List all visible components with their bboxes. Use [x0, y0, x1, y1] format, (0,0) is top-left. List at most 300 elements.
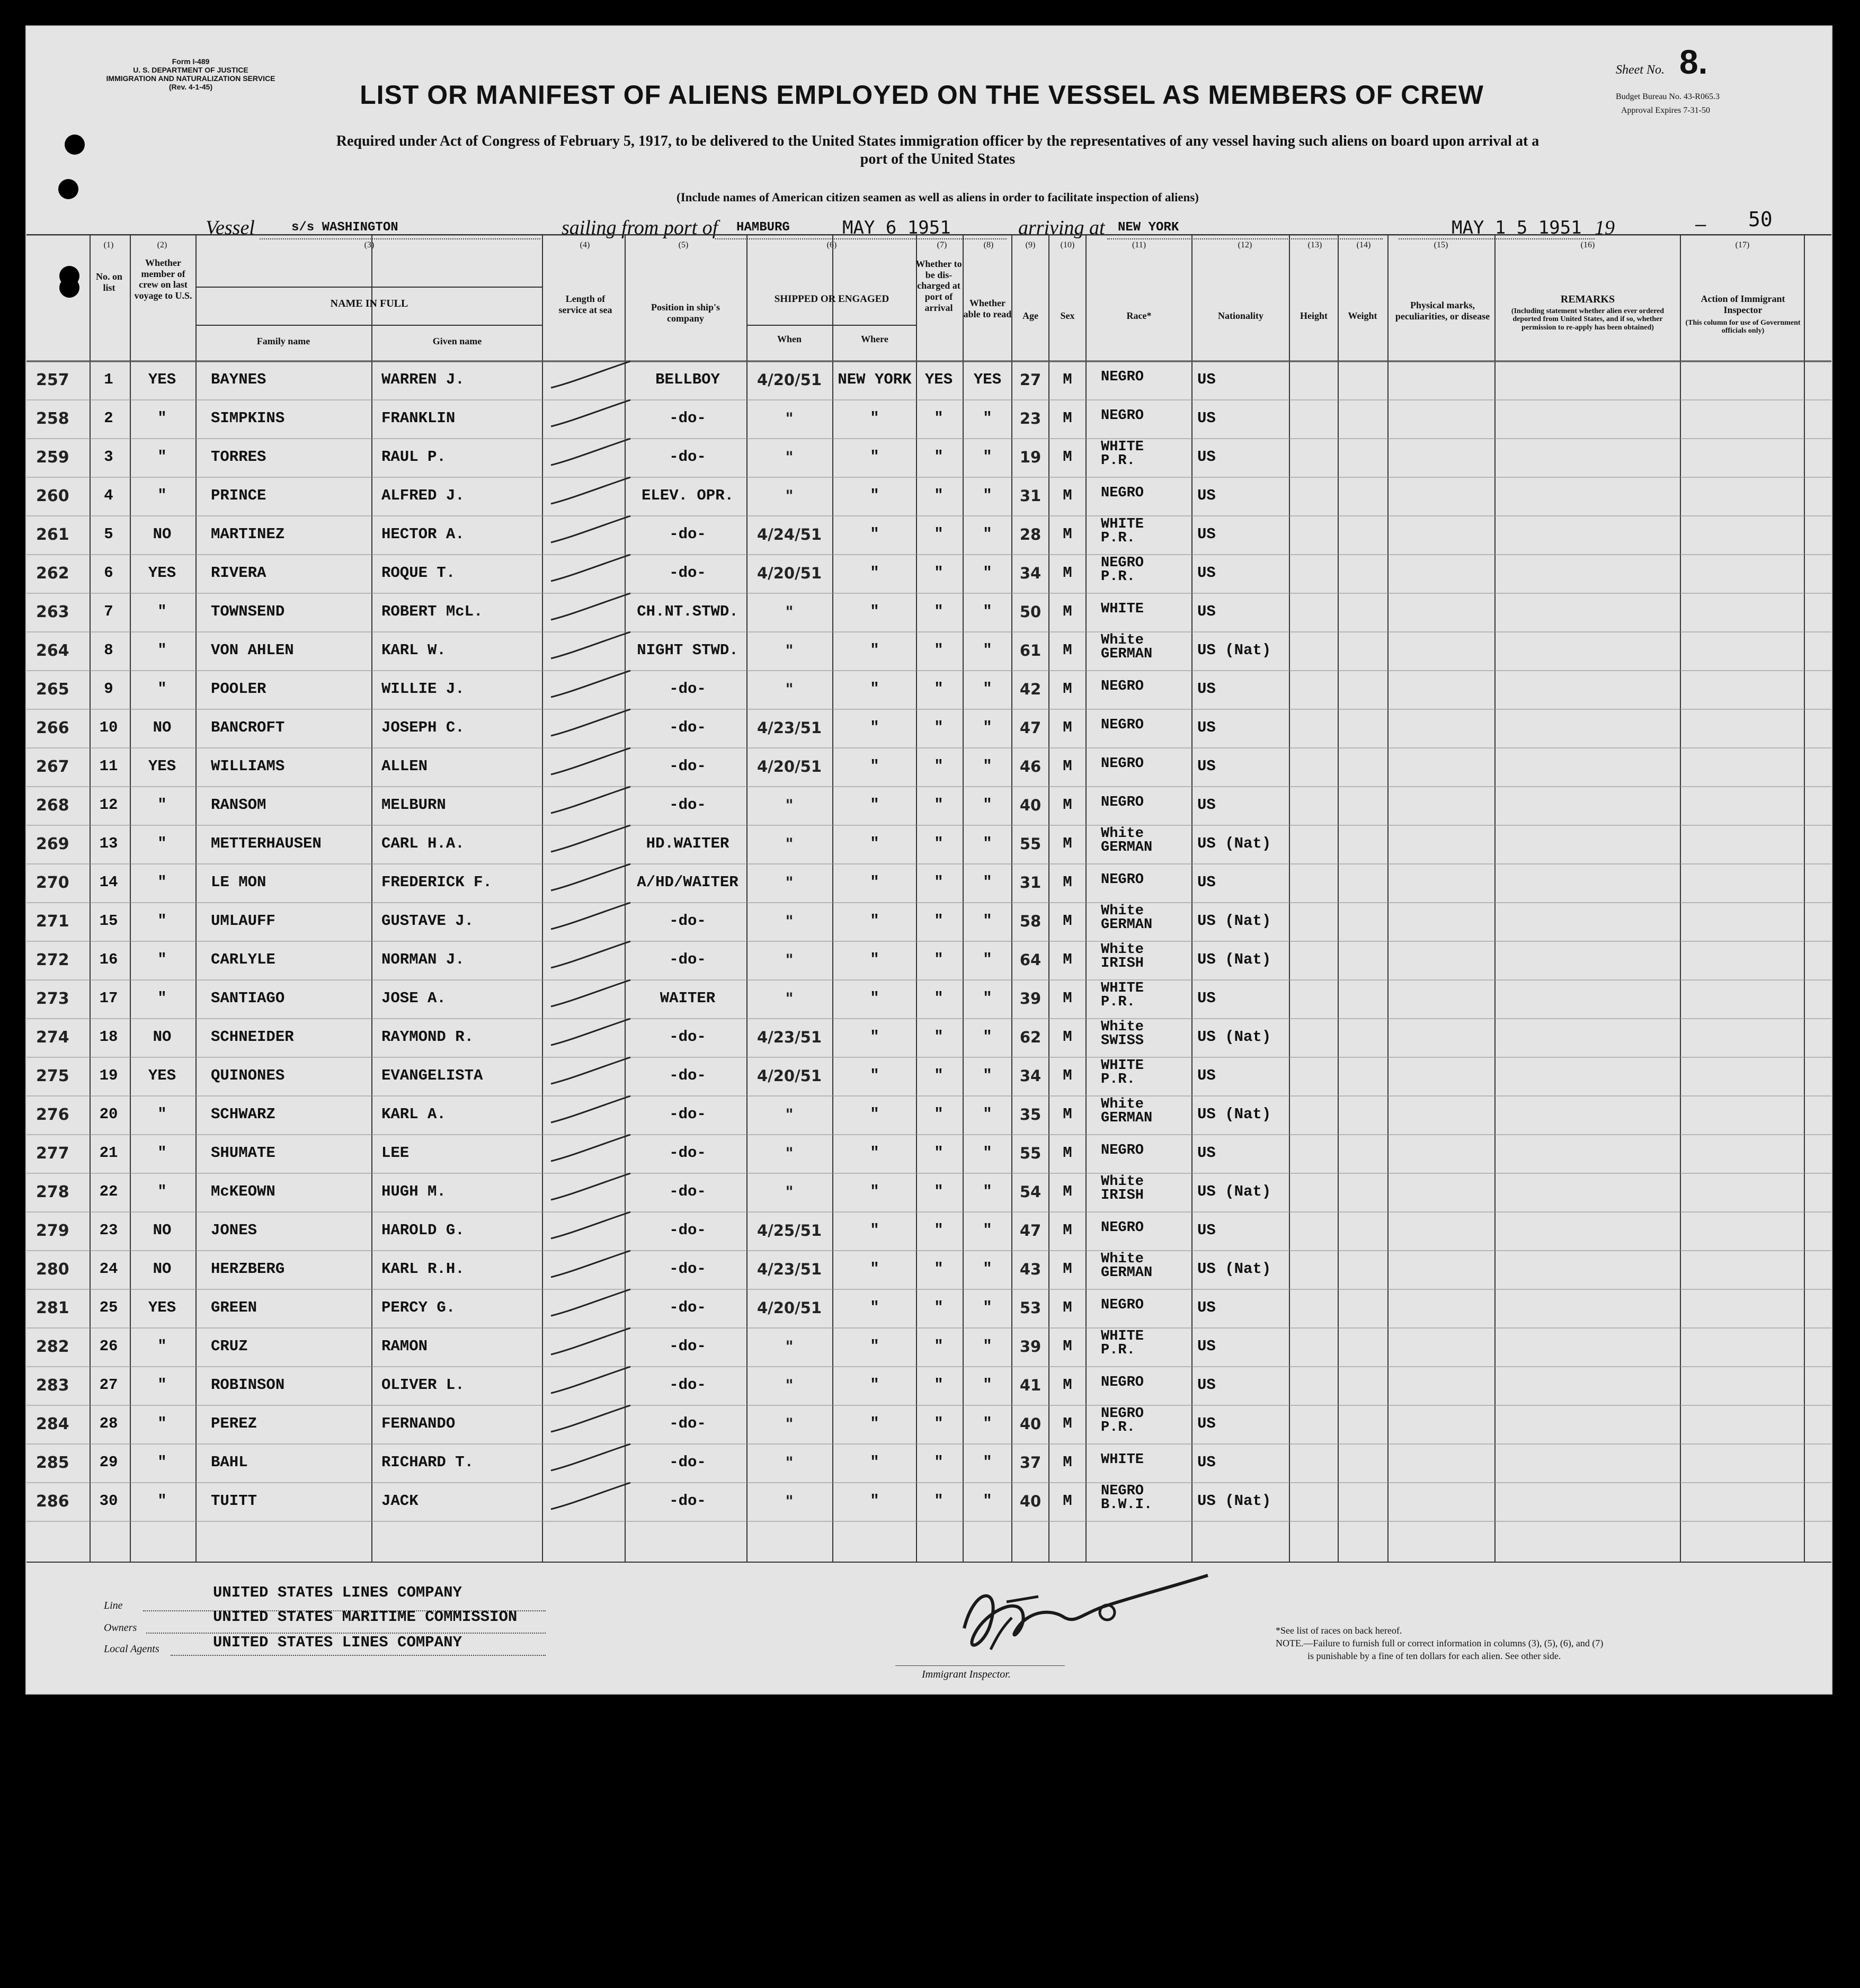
row-number: 15: [99, 912, 118, 930]
shipped-when: ": [785, 796, 794, 814]
service-check-mark: [551, 516, 630, 542]
header-remarks-note: (Including statement whether alien ever ordered deported from United States, and if so, whether permission to re-apply has been obtained): [1511, 307, 1665, 332]
race: [1101, 371, 1191, 385]
discharged: ": [934, 1299, 944, 1316]
race-line-1: WHITE: [1101, 439, 1144, 455]
agents-label: Local Agents: [104, 1643, 159, 1655]
sex: M: [1063, 1067, 1072, 1084]
row-ref-number: 280: [36, 1260, 69, 1279]
shipped-where: ": [870, 1415, 879, 1432]
age: 19: [1019, 448, 1042, 466]
discharged: ": [934, 796, 944, 814]
service-check-mark: [551, 1405, 630, 1432]
race-line-1: White: [1101, 1174, 1144, 1190]
family-name: SCHNEIDER: [211, 1028, 294, 1046]
age: 46: [1019, 757, 1042, 775]
position: A/HD/WAITER: [637, 873, 738, 891]
nationality: US (Nat): [1197, 835, 1271, 852]
year-suffix: 50: [1748, 208, 1773, 231]
row-number: 25: [99, 1299, 118, 1316]
nationality: US: [1197, 796, 1216, 814]
service-check-mark: [551, 1251, 630, 1277]
colnum-3: (3): [364, 240, 375, 249]
discharged: ": [934, 873, 944, 891]
table-grid-lines: [26, 234, 1831, 1563]
able-to-read: ": [983, 757, 992, 775]
discharged: ": [934, 1067, 944, 1084]
position: -do-: [669, 1106, 706, 1123]
sex: M: [1063, 409, 1072, 427]
nationality: US: [1197, 448, 1216, 466]
race: [1101, 905, 1191, 932]
given-name: ALLEN: [381, 757, 428, 775]
shipped-when: 4/20/51: [757, 1067, 822, 1085]
row-ref-number: 257: [36, 371, 69, 389]
family-name: PRINCE: [211, 487, 266, 504]
shipped-when: 4/20/51: [757, 371, 822, 389]
position: -do-: [669, 1144, 706, 1162]
nationality: US: [1197, 680, 1216, 698]
colnum-2: (2): [157, 240, 167, 249]
discharged: ": [934, 525, 944, 543]
shipped-when: ": [785, 951, 794, 969]
header-given-name: Given name: [432, 336, 482, 346]
race: [1101, 1376, 1191, 1390]
family-name: CRUZ: [211, 1338, 248, 1355]
race-line-1: White: [1101, 826, 1144, 842]
discharged: ": [934, 1144, 944, 1162]
shipped-where: ": [870, 1028, 879, 1046]
shipped-where: ": [870, 1492, 879, 1510]
race-line-1: NEGRO: [1101, 1375, 1144, 1390]
shipped-when: 4/20/51: [757, 1299, 822, 1317]
row-number: 2: [104, 409, 113, 427]
inspector-signature: [943, 1565, 1240, 1671]
family-name: POOLER: [211, 680, 266, 698]
colnum-12: (12): [1238, 240, 1252, 249]
family-name: METTERHAUSEN: [211, 835, 322, 852]
crew-last-voyage: ": [157, 951, 167, 968]
nationality: US: [1197, 564, 1216, 582]
row-number: 28: [99, 1415, 118, 1432]
sheet-label: Sheet No.: [1616, 63, 1665, 77]
sex: M: [1063, 1415, 1072, 1432]
year-prefix: 19: [1595, 217, 1615, 239]
arriving-label: arriving at: [1018, 217, 1105, 239]
discharged: ": [934, 951, 944, 968]
manifest-table: [26, 234, 1831, 1563]
row-number: 19: [99, 1067, 118, 1084]
header-crew-last-voyage: Whether member of crew on last voyage to U.S.: [134, 257, 192, 301]
race: [1101, 518, 1191, 545]
race-line-2: IRISH: [1101, 955, 1144, 971]
discharged: ": [934, 641, 944, 659]
shipped-when: ": [785, 912, 794, 930]
given-name: RAMON: [381, 1338, 428, 1355]
sex: M: [1063, 641, 1072, 659]
position: -do-: [669, 951, 706, 968]
nationality: US: [1197, 409, 1216, 427]
sex: M: [1063, 1183, 1072, 1200]
able-to-read: ": [983, 641, 992, 659]
able-to-read: ": [983, 835, 992, 852]
sex: M: [1063, 1144, 1072, 1162]
colnum-9: (9): [1025, 240, 1036, 249]
vessel-label: Vessel: [206, 217, 255, 239]
header-height: Height: [1300, 310, 1328, 321]
nationality: US: [1197, 1338, 1216, 1355]
budget-bureau: Budget Bureau No. 43-R065.3: [1616, 92, 1720, 101]
race: [1101, 1253, 1191, 1280]
discharged: ": [934, 1376, 944, 1394]
nationality: US: [1197, 1415, 1216, 1432]
race-line-2: P.R.: [1101, 994, 1135, 1010]
given-name: OLIVER L.: [381, 1376, 465, 1394]
race: [1101, 487, 1191, 501]
family-name: BANCROFT: [211, 719, 285, 736]
discharged: ": [934, 835, 944, 852]
discharged: ": [934, 1454, 944, 1471]
shipped-where: ": [870, 680, 879, 698]
discharged: ": [934, 1028, 944, 1046]
header-age: Age: [1022, 310, 1038, 321]
race-line-2: GERMAN: [1101, 916, 1153, 933]
position: -do-: [669, 719, 706, 736]
race: [1101, 873, 1191, 887]
sex: M: [1063, 835, 1072, 852]
header-position: Position in ship's company: [651, 302, 720, 324]
race-line-2: IRISH: [1101, 1187, 1144, 1204]
nationality: US: [1197, 1376, 1216, 1394]
header-name-in-full: NAME IN FULL: [330, 298, 408, 309]
discharged: ": [934, 1338, 944, 1355]
race: [1101, 441, 1191, 468]
service-check-mark: [551, 1173, 630, 1200]
sheet-number-box: [1616, 42, 1806, 82]
nationality: US: [1197, 719, 1216, 736]
colnum-5: (5): [678, 240, 689, 249]
service-check-mark: [551, 1289, 630, 1316]
colnum-17: (17): [1735, 240, 1750, 249]
given-name: HECTOR A.: [381, 525, 465, 543]
given-name: KARL R.H.: [381, 1260, 465, 1278]
race-line-1: NEGRO: [1101, 555, 1144, 571]
row-number: 3: [104, 448, 113, 466]
shipped-where: ": [870, 1067, 879, 1084]
position: -do-: [669, 1028, 706, 1046]
age: 47: [1019, 1222, 1042, 1240]
family-name: SIMPKINS: [211, 409, 285, 427]
able-to-read: ": [983, 873, 992, 891]
requirement-line-2: port of the United States: [860, 150, 1016, 167]
position: HD.WAITER: [646, 835, 729, 852]
form-revision: (Rev. 4-1-45): [168, 83, 213, 92]
header-when: When: [777, 334, 802, 344]
row-ref-number: 262: [36, 564, 69, 583]
race-line-1: White: [1101, 1096, 1144, 1112]
nationality: US: [1197, 1299, 1216, 1316]
service-check-mark: [551, 903, 630, 929]
family-name: VON AHLEN: [211, 641, 294, 659]
row-number: 10: [99, 719, 118, 736]
row-ref-number: 286: [36, 1492, 69, 1511]
colnum-14: (14): [1356, 240, 1371, 249]
able-to-read: ": [983, 951, 992, 968]
able-to-read: ": [983, 409, 992, 427]
service-check-mark: [551, 980, 630, 1006]
race-line-1: NEGRO: [1101, 756, 1144, 772]
header-shipped-engaged: SHIPPED OR ENGAGED: [774, 293, 889, 305]
family-name: UMLAUFF: [211, 912, 275, 930]
service-check-mark: [551, 671, 630, 697]
age: 50: [1019, 603, 1042, 621]
shipped-where: ": [870, 1454, 879, 1471]
crew-last-voyage: ": [157, 409, 167, 427]
row-number: 14: [99, 873, 118, 891]
age: 35: [1019, 1106, 1042, 1124]
able-to-read: ": [983, 1492, 992, 1510]
position: NIGHT STWD.: [637, 641, 738, 659]
race: [1101, 1098, 1191, 1125]
sex: M: [1063, 680, 1072, 698]
given-name: WARREN J.: [381, 371, 465, 388]
service-check-mark: [551, 400, 630, 426]
row-number: 4: [104, 487, 113, 504]
crew-last-voyage: YES: [148, 1299, 176, 1316]
row-number: 7: [104, 603, 113, 620]
race: [1101, 1175, 1191, 1202]
given-name: GUSTAVE J.: [381, 912, 474, 930]
colnum-10: (10): [1060, 240, 1075, 249]
age: 61: [1019, 641, 1042, 659]
age: 62: [1019, 1028, 1042, 1046]
note-line-1: NOTE.—Failure to furnish full or correct information in columns (3), (5), (6), and (7): [1276, 1638, 1604, 1648]
race-line-2: SWISS: [1101, 1032, 1144, 1049]
given-name: MELBURN: [381, 796, 446, 814]
crew-last-voyage: ": [157, 1415, 167, 1432]
row-ref-number: 269: [36, 835, 69, 853]
able-to-read: ": [983, 1106, 992, 1123]
port-to: NEW YORK: [1118, 220, 1179, 235]
given-name: RAUL P.: [381, 448, 446, 466]
service-check-mark: [551, 593, 630, 620]
sex: M: [1063, 1028, 1072, 1046]
shipped-where: ": [870, 757, 879, 775]
shipped-where: ": [870, 719, 879, 736]
header-where: Where: [861, 334, 888, 344]
discharged: ": [934, 487, 944, 504]
crew-last-voyage: ": [157, 680, 167, 698]
shipped-where: ": [870, 564, 879, 582]
nationality: US: [1197, 1144, 1216, 1162]
age: 37: [1019, 1454, 1042, 1472]
race-line-1: NEGRO: [1101, 1143, 1144, 1158]
family-name: TUITT: [211, 1492, 257, 1510]
race: [1101, 1454, 1191, 1467]
race: [1101, 719, 1191, 733]
able-to-read: ": [983, 564, 992, 582]
sex: M: [1063, 719, 1072, 736]
given-name: PERCY G.: [381, 1299, 456, 1316]
nationality: US (Nat): [1197, 1492, 1271, 1510]
nationality: US: [1197, 989, 1216, 1007]
crew-last-voyage: YES: [148, 1067, 176, 1084]
race: [1101, 1299, 1191, 1313]
crew-last-voyage: NO: [153, 719, 172, 736]
sex: M: [1063, 1260, 1072, 1278]
family-name: RIVERA: [211, 564, 266, 582]
service-check-mark: [551, 555, 630, 581]
position: -do-: [669, 1415, 706, 1432]
position: -do-: [669, 564, 706, 582]
shipped-when: 4/25/51: [757, 1222, 822, 1240]
age: 39: [1019, 1338, 1042, 1356]
race-line-2: P.R.: [1101, 1342, 1135, 1358]
row-ref-number: 281: [36, 1299, 69, 1317]
service-check-mark: [551, 1212, 630, 1238]
shipped-when: 4/23/51: [757, 1260, 822, 1278]
age: 31: [1019, 873, 1042, 892]
inspector-label: Immigrant Inspector.: [922, 1669, 1011, 1680]
given-name: FERNANDO: [381, 1415, 456, 1432]
family-name: CARLYLE: [211, 951, 275, 968]
shipped-when: ": [785, 1183, 794, 1201]
family-name: PEREZ: [211, 1415, 257, 1432]
discharged: ": [934, 603, 944, 620]
colnum-11: (11): [1132, 240, 1146, 249]
shipped-when: ": [785, 1376, 794, 1394]
race: [1101, 982, 1191, 1009]
shipped-when: ": [785, 1338, 794, 1356]
row-ref-number: 258: [36, 409, 69, 428]
agents-value: UNITED STATES LINES COMPANY: [213, 1634, 462, 1651]
race: [1101, 603, 1191, 617]
given-name: HAROLD G.: [381, 1222, 465, 1239]
shipped-when: 4/24/51: [757, 525, 822, 543]
race-line-2: P.R.: [1101, 452, 1135, 469]
sailing-label: sailing from port of: [562, 217, 718, 239]
race: [1101, 1222, 1191, 1235]
able-to-read: ": [983, 1454, 992, 1471]
position: -do-: [669, 796, 706, 814]
given-name: JOSE A.: [381, 989, 446, 1007]
discharged: YES: [924, 371, 953, 388]
manifest-sheet: [25, 25, 1832, 1695]
shipped-where: ": [870, 912, 879, 930]
discharged: ": [934, 1106, 944, 1123]
sex: M: [1063, 371, 1072, 388]
age: 28: [1019, 525, 1042, 543]
age: 34: [1019, 564, 1042, 582]
able-to-read: ": [983, 525, 992, 543]
header-able-to-read: Whether able to read: [963, 298, 1012, 319]
race: [1101, 634, 1191, 661]
family-name: JONES: [211, 1222, 257, 1239]
shipped-when: ": [785, 603, 794, 621]
discharged: ": [934, 719, 944, 736]
requirement-text: [111, 132, 1764, 168]
nationality: US: [1197, 757, 1216, 775]
able-to-read: ": [983, 487, 992, 504]
approval-expires: Approval Expires 7-31-50: [1621, 106, 1710, 115]
crew-last-voyage: NO: [153, 1028, 172, 1046]
shipped-where: ": [870, 525, 879, 543]
shipped-where: ": [870, 796, 879, 814]
sex: M: [1063, 1492, 1072, 1510]
service-check-mark: [551, 1057, 630, 1084]
shipped-where: ": [870, 989, 879, 1007]
age: 47: [1019, 719, 1042, 737]
race-line-1: NEGRO: [1101, 369, 1144, 385]
arrival-date-stamp: MAY 1 5 1951: [1452, 217, 1582, 238]
given-name: FRANKLIN: [381, 409, 456, 427]
header-physical-marks: Physical marks, peculiarities, or disease: [1395, 300, 1490, 322]
service-check-mark: [551, 1444, 630, 1470]
sex: M: [1063, 757, 1072, 775]
row-number: 8: [104, 641, 113, 659]
service-check-mark: [551, 864, 630, 890]
service-check-mark: [551, 1328, 630, 1354]
race: [1101, 1059, 1191, 1086]
given-name: WILLIE J.: [381, 680, 465, 698]
position: WAITER: [660, 989, 716, 1007]
crew-last-voyage: ": [157, 1183, 167, 1200]
row-ref-number: 275: [36, 1067, 69, 1085]
nationality: US (Nat): [1197, 1260, 1271, 1278]
nationality: US: [1197, 371, 1216, 388]
sex: M: [1063, 487, 1072, 504]
able-to-read: YES: [973, 371, 1002, 388]
crew-last-voyage: ": [157, 1144, 167, 1162]
crew-last-voyage: ": [157, 912, 167, 930]
race: [1101, 1021, 1191, 1048]
family-name: TOWNSEND: [211, 603, 285, 620]
row-number: 5: [104, 525, 113, 543]
race: [1101, 557, 1191, 584]
row-ref-number: 260: [36, 487, 69, 505]
race-line-1: NEGRO: [1101, 1406, 1144, 1422]
race-line-1: NEGRO: [1101, 1297, 1144, 1313]
discharged: ": [934, 1222, 944, 1239]
family-name: SCHWARZ: [211, 1106, 275, 1123]
race: [1101, 1144, 1191, 1158]
discharged: ": [934, 680, 944, 698]
age: 55: [1019, 1144, 1042, 1162]
given-name: NORMAN J.: [381, 951, 465, 968]
row-ref-number: 261: [36, 525, 69, 544]
shipped-when: ": [785, 873, 794, 892]
row-ref-number: 285: [36, 1454, 69, 1472]
crew-last-voyage: NO: [153, 525, 172, 543]
discharged: ": [934, 409, 944, 427]
colnum-4: (4): [580, 240, 590, 249]
sex: M: [1063, 525, 1072, 543]
nationality: US: [1197, 525, 1216, 543]
row-number: 21: [99, 1144, 118, 1162]
discharged: ": [934, 1415, 944, 1432]
shipped-where: ": [870, 951, 879, 968]
row-number: 13: [99, 835, 118, 852]
sex: M: [1063, 1222, 1072, 1239]
row-number: 18: [99, 1028, 118, 1046]
race: [1101, 796, 1191, 810]
given-name: CARL H.A.: [381, 835, 465, 852]
age: 55: [1019, 835, 1042, 853]
shipped-when: ": [785, 835, 794, 853]
service-check-mark: [551, 748, 630, 774]
race-line-1: White: [1101, 1251, 1144, 1267]
crew-last-voyage: ": [157, 989, 167, 1007]
